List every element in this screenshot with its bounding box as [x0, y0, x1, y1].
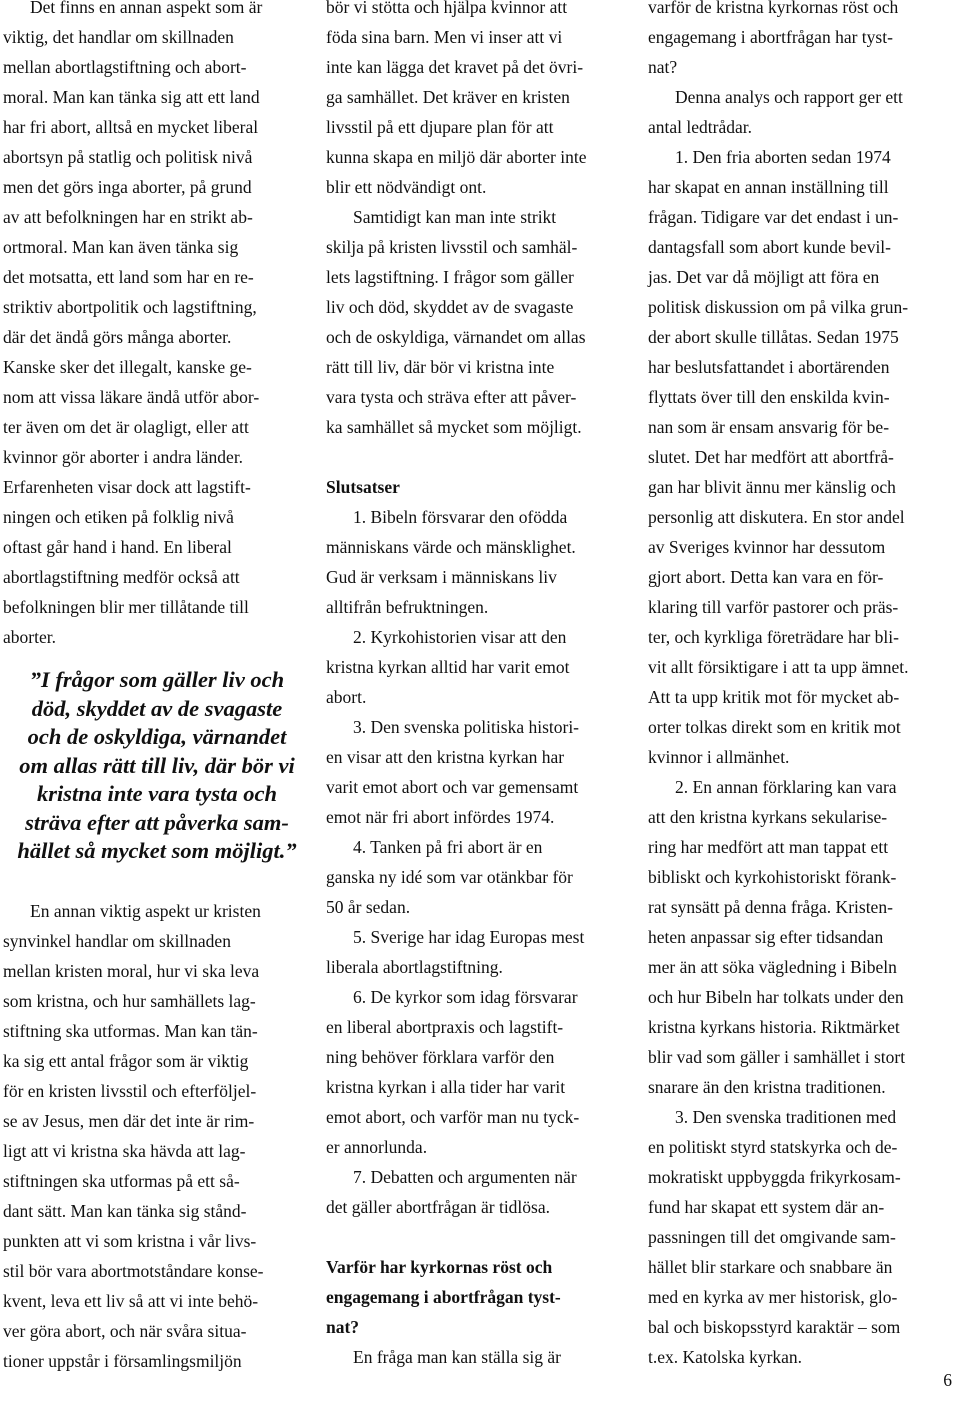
text-line: emot abort, och varför man nu tyck-	[326, 1107, 580, 1127]
text-line: livsstil på ett djupare plan för att	[326, 117, 554, 137]
text-line: synvinkel handlar om skillnaden	[3, 930, 231, 951]
quote-line: kristna inte vara tysta och	[36, 781, 278, 806]
text-block	[3, 896, 311, 1376]
text-line: av att befolkningen har en strikt ab-	[3, 207, 253, 227]
text-line: stil bör vara abortmotståndare konse-	[3, 1260, 264, 1281]
text-line: 2. Kyrkohistorien visar att den	[353, 627, 567, 647]
text-line: moral. Man kan tänka sig att ett land	[3, 87, 260, 107]
text-line: skilja på kristen livsstil och samhäl-	[326, 237, 578, 257]
text-line: och hur Bibeln har tolkats under den	[648, 987, 904, 1007]
text-line: bör vi stötta och hjälpa kvinnor att	[326, 0, 568, 17]
text-line: snarare än den kristna traditionen.	[648, 1077, 886, 1097]
quote-line: hället så mycket som möjligt.”	[17, 838, 297, 863]
text-line: föda sina barn. Men vi inser att vi	[326, 27, 563, 47]
text-line: mellan kristen moral, hur vi ska leva	[3, 960, 260, 981]
text-line: mellan abortlagstiftning och abort-	[3, 57, 247, 77]
text-line: Gud är verksam i människans liv	[326, 567, 557, 587]
text-line: engagemang i abortfrågan har tyst-	[648, 27, 893, 47]
text-line: ningen och etiken på folklig nivå	[3, 507, 234, 527]
text-line: klaring till varför pastorer och präs-	[648, 597, 899, 617]
text-line: orter tolkas direkt som en kritik mot	[648, 717, 901, 737]
text-line: viktig, det handlar om skillnaden	[3, 27, 234, 47]
text-line: 1. Bibeln försvarar den ofödda	[353, 507, 568, 527]
text-line: frågan. Tidigare var det endast i un-	[648, 207, 899, 227]
text-line: punkten att vi som kristna i vår livs-	[3, 1230, 257, 1251]
text-line: nat?	[648, 57, 678, 77]
text-line: ring har medfört att man tappat ett	[648, 837, 889, 857]
text-line: mer än att söka vägledning i Bibeln	[648, 957, 897, 977]
text-line: lets lagstiftning. I frågor som gäller	[326, 267, 574, 287]
text-line: en liberal abortpraxis och lagstift-	[326, 1017, 564, 1037]
text-line: Erfarenheten visar dock att lagstift-	[3, 477, 251, 497]
text-line: rätt till liv, där bör vi kristna inte	[326, 357, 555, 377]
text-line: ganska ny idé som var otänkbar för	[326, 867, 573, 887]
text-line: emot när fri abort infördes 1974.	[326, 807, 555, 827]
text-line: personlig att diskutera. En stor andel	[648, 507, 905, 527]
text-line: Kanske sker det illegalt, kanske ge-	[3, 357, 252, 377]
page-number: 6	[943, 1370, 952, 1390]
text-line: varit emot abort och var gemensamt	[326, 777, 579, 797]
text-line: aborter.	[3, 627, 56, 647]
text-line: 7. Debatten och argumenten när	[353, 1167, 577, 1187]
text-line: slutet. Det har medfört att abortfrå-	[648, 447, 894, 467]
text-line: En annan viktig aspekt ur kristen	[30, 900, 261, 921]
text-line: 6. De kyrkor som idag försvarar	[353, 987, 578, 1007]
column-2	[326, 0, 638, 1372]
text-line: vara tysta och sträva efter att påver-	[326, 387, 577, 407]
text-block	[3, 0, 311, 652]
text-line: inte kan lägga det kravet på det övri-	[326, 57, 584, 77]
text-line: gjort abort. Detta kan vara en för-	[648, 567, 884, 587]
text-line: ortmoral. Man kan även tänka sig	[3, 237, 239, 257]
text-line: blir vad som gäller i samhället i stort	[648, 1047, 906, 1067]
text-line: hället blir starkare och snabbare än	[648, 1257, 893, 1277]
text-line: ligt att vi kristna ska hävda att lag-	[3, 1140, 246, 1161]
text-line: 1. Den fria aborten sedan 1974	[675, 147, 891, 167]
text-line: har skapat en annan inställning till	[648, 177, 889, 197]
text-line: Denna analys och rapport ger ett	[675, 87, 903, 107]
quote-line: sträva efter att påverka sam-	[25, 809, 289, 835]
text-line: heten anpassar sig efter tidsandan	[648, 927, 884, 947]
text-line: 4. Tanken på fri abort är en	[353, 837, 543, 857]
text-line: Det finns en annan aspekt som är	[30, 0, 263, 17]
text-line: stiftningen ska utformas på ett så-	[3, 1170, 240, 1191]
text-line: der abort skulle tillåtas. Sedan 1975	[648, 327, 899, 347]
text-line: ning behöver förklara varför den	[326, 1047, 555, 1067]
text-line: dantagsfall som abort kunde bevil-	[648, 237, 891, 257]
text-block	[648, 0, 958, 1372]
text-line: en visar att den kristna kyrkan har	[326, 747, 565, 767]
text-line: passningen till det omgivande sam-	[648, 1227, 896, 1247]
heading-line: Slutsatser	[326, 477, 400, 497]
text-line: kristna kyrkan i alla tider har varit	[326, 1077, 566, 1097]
text-line: bibliskt och kyrkohistoriskt förank-	[648, 867, 897, 887]
text-line: 2. En annan förklaring kan vara	[675, 777, 897, 797]
text-line: kristna kyrkans historia. Riktmärket	[648, 1017, 900, 1037]
text-line: men det görs inga aborter, på grund	[3, 177, 252, 197]
text-line: befolkningen blir mer tillåtande till	[3, 597, 249, 617]
heading-line: Varför har kyrkornas röst och	[326, 1257, 553, 1277]
text-line: kvinnor gör aborter i andra länder.	[3, 447, 244, 467]
text-line: abortlagstiftning medför också att	[3, 567, 240, 587]
quote-line: död, skyddet av de svagaste	[31, 695, 283, 721]
text-line: striktiv abortpolitik och lagstiftning,	[3, 297, 257, 317]
text-line: Att ta upp kritik mot för mycket ab-	[648, 687, 900, 707]
text-line: oftast går hand i hand. En liberal	[3, 537, 232, 557]
text-line: kvent, leva ett liv så att vi inte behö-	[3, 1290, 259, 1311]
text-line: kristna kyrkan alltid har varit emot	[326, 657, 570, 677]
text-line: för en kristen livsstil och efterföljel-	[3, 1080, 257, 1101]
text-line: och de oskyldiga, värnandet om allas	[326, 327, 586, 347]
heading-line: engagemang i abortfrågan tyst-	[326, 1287, 561, 1307]
text-line: har fri abort, alltså en mycket liberal	[3, 117, 259, 137]
text-line: blir ett nödvändigt ont.	[326, 177, 487, 197]
text-line: nom att vissa läkare ändå utför abor-	[3, 387, 260, 407]
text-line	[326, 1222, 638, 1252]
text-line: alltifrån befruktningen.	[326, 597, 489, 617]
text-line: människans värde och mänsklighet.	[326, 537, 576, 557]
column-3	[648, 0, 958, 1372]
quote-line: om allas rätt till liv, där bör vi	[19, 752, 295, 778]
text-line: flyttats över till den enskilda kvin-	[648, 387, 890, 407]
text-line: ver göra abort, och när svåra situa-	[3, 1320, 247, 1341]
text-line: vit allt försiktigare i att ta upp ämnet.	[648, 657, 909, 677]
text-line: dant sätt. Man kan tänka sig stånd-	[3, 1200, 247, 1221]
text-line: 5. Sverige har idag Europas mest	[353, 927, 585, 947]
text-line: jas. Det var då möjligt att föra en	[648, 267, 880, 287]
text-line: kunna skapa en miljö där aborter inte	[326, 147, 587, 167]
text-line: varför de kristna kyrkornas röst och	[648, 0, 899, 17]
text-line: er annorlunda.	[326, 1137, 428, 1157]
text-line: t.ex. Katolska kyrkan.	[648, 1347, 803, 1367]
text-line: med en kyrka av mer historisk, glo-	[648, 1287, 898, 1307]
text-line: av Sveriges kvinnor har dessutom	[648, 537, 886, 557]
text-line	[326, 442, 638, 472]
column-1	[3, 0, 311, 1376]
text-line: antal ledtrådar.	[648, 117, 752, 137]
text-line: abort.	[326, 687, 367, 707]
text-line: tioner uppstår i församlingsmiljön	[3, 1350, 242, 1371]
text-line: det motsatta, ett land som har en re-	[3, 267, 254, 287]
text-line: fund har skapat ett system där an-	[648, 1197, 885, 1217]
text-line: nan som är ensam ansvarig för be-	[648, 417, 890, 437]
text-line: gan har blivit ännu mer känslig och	[648, 477, 896, 497]
text-line: abortsyn på statlig och politisk nivå	[3, 147, 253, 167]
text-line: att den kristna kyrkans sekularise-	[648, 807, 888, 827]
text-block	[326, 0, 638, 1372]
quote-line: ”I frågor som gäller liv och	[29, 667, 285, 692]
text-line: bal och biskopsstyrd karaktär – som	[648, 1317, 901, 1337]
text-line: mokratiskt uppbyggda frikyrkosam-	[648, 1167, 901, 1187]
text-line: ter, och kyrkliga företrädare har bli-	[648, 627, 899, 647]
text-line: 3. Den svenska politiska histori-	[353, 717, 580, 737]
text-line: har beslutsfattandet i abortärenden	[648, 357, 890, 377]
text-line: som kristna, och hur samhällets lag-	[3, 990, 256, 1011]
text-line: se av Jesus, men där det inte är rim-	[3, 1110, 255, 1131]
text-line: ka samhället så mycket som möjligt.	[326, 417, 582, 437]
text-line: ga samhället. Det kräver en kristen	[326, 87, 570, 107]
quote-line: och de oskyldiga, värnandet	[27, 724, 287, 749]
text-line: ka sig ett antal frågor som är viktig	[3, 1050, 249, 1071]
text-line: 3. Den svenska traditionen med	[675, 1107, 897, 1127]
text-line: stiftning ska utformas. Man kan tän-	[3, 1020, 258, 1041]
text-line: 50 år sedan.	[326, 897, 411, 917]
heading-line: nat?	[326, 1317, 360, 1337]
text-line: kvinnor i allmänhet.	[648, 747, 790, 767]
text-line: ter även om det är olagligt, eller att	[3, 417, 249, 437]
text-line: politisk diskussion om på vilka grun-	[648, 297, 909, 317]
text-line: där det ändå görs många aborter.	[3, 327, 232, 347]
text-line: liv och död, skyddet av de svagaste	[326, 297, 574, 317]
pull-quote	[3, 666, 311, 866]
text-line: rat synsätt på denna fråga. Kristen-	[648, 897, 893, 917]
text-line: en politiskt styrd statskyrka och de-	[648, 1137, 898, 1157]
text-line: liberala abortlagstiftning.	[326, 957, 503, 977]
text-line: En fråga man kan ställa sig är	[353, 1347, 561, 1367]
text-line: det gäller abortfrågan är tidlösa.	[326, 1197, 550, 1217]
text-line: Samtidigt kan man inte strikt	[353, 207, 557, 227]
